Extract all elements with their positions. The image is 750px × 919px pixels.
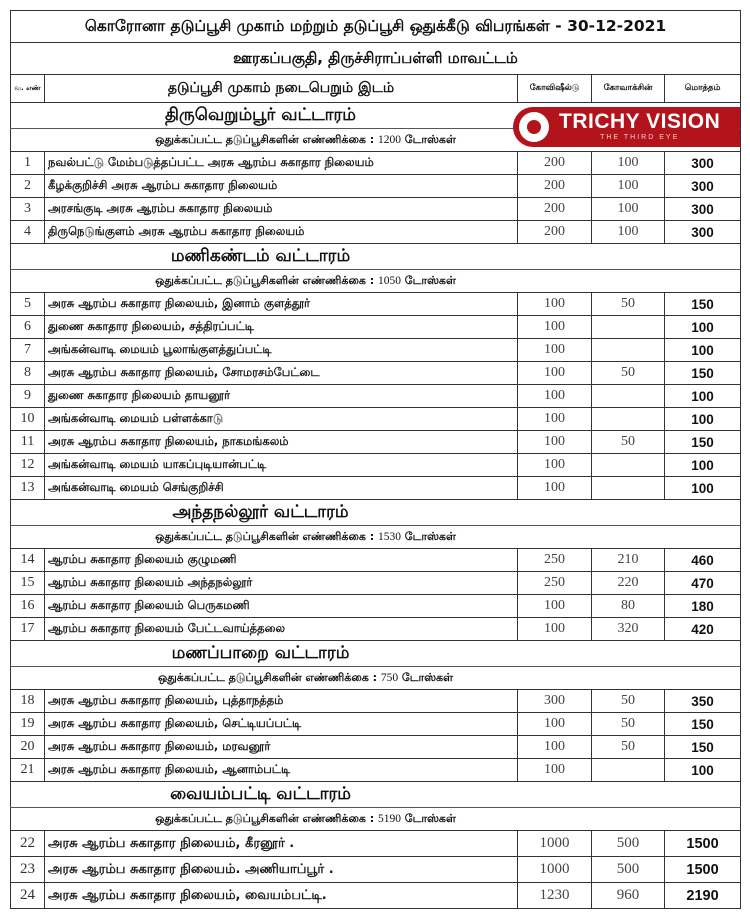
covaxin-count: 50	[592, 713, 665, 736]
watermark-brand: TRICHY VISION	[559, 110, 721, 133]
table-row	[11, 618, 741, 641]
camp-location: அரசு ஆரம்ப சுகாதார நிலையம், சோமரசம்பேட்டை	[45, 362, 518, 385]
allocated-doses-label	[11, 808, 741, 831]
camp-location: ஆரம்ப சுகாதார நிலையம் அந்தநல்லூர்	[45, 572, 518, 595]
covishield-count: 100	[518, 385, 592, 408]
serial-number: 10	[11, 408, 45, 431]
camp-location: அரசங்குடி அரசு ஆரம்ப சுகாதார நிலையம்	[45, 198, 518, 221]
covishield-count: 100	[518, 316, 592, 339]
serial-number: 12	[11, 454, 45, 477]
covaxin-count: 50	[592, 293, 665, 316]
total-count: 150	[665, 362, 741, 385]
total-count: 420	[665, 618, 741, 641]
dose-count: 1050	[377, 274, 401, 287]
dose-suffix: டோஸ்கள்	[400, 811, 456, 825]
camp-location: துணை சுகாதார நிலையம், சத்திரப்பட்டி	[45, 316, 518, 339]
covaxin-count	[592, 385, 665, 408]
table-row	[11, 198, 741, 221]
dose-suffix: டோஸ்கள்	[400, 132, 456, 146]
block-header-row	[11, 782, 741, 808]
dose-prefix: ஒதுக்கப்பட்ட தடுப்பூசிகளின் எண்ணிக்கை :	[158, 670, 381, 684]
table-row	[11, 690, 741, 713]
covaxin-count	[592, 408, 665, 431]
allocated-doses-label	[11, 526, 741, 549]
table-row	[11, 883, 741, 909]
covaxin-count: 960	[592, 883, 665, 909]
camp-location: துணை சுகாதார நிலையம் தாயனூர்	[45, 385, 518, 408]
covishield-count: 100	[518, 431, 592, 454]
camp-location: அங்கன்வாடி மையம் யாகப்புடியான்பட்டி	[45, 454, 518, 477]
table-row	[11, 477, 741, 500]
camp-location: ஆரம்ப சுகாதார நிலையம் குழுமணி	[45, 549, 518, 572]
eye-logo-icon	[519, 112, 549, 142]
serial-number: 14	[11, 549, 45, 572]
serial-number: 6	[11, 316, 45, 339]
camp-location: நவல்பட்டு மேம்படுத்தப்பட்ட அரசு ஆரம்ப சுகாதார நிலையம்	[45, 152, 518, 175]
covishield-count: 200	[518, 175, 592, 198]
serial-number: 13	[11, 477, 45, 500]
covaxin-count: 50	[592, 690, 665, 713]
covishield-count: 1230	[518, 883, 592, 909]
dose-prefix: ஒதுக்கப்பட்ட தடுப்பூசிகளின் எண்ணிக்கை :	[155, 529, 378, 543]
table-row	[11, 595, 741, 618]
covishield-count: 100	[518, 713, 592, 736]
camp-location: அரசு ஆரம்ப சுகாதார நிலையம், ஆனாம்பட்டி	[45, 759, 518, 782]
serial-number: 17	[11, 618, 45, 641]
covishield-count: 250	[518, 549, 592, 572]
camp-location: அரசு ஆரம்ப சுகாதார நிலையம், இனாம் குளத்தூர்	[45, 293, 518, 316]
covishield-count: 100	[518, 293, 592, 316]
total-count: 100	[665, 759, 741, 782]
camp-location: அரசு ஆரம்ப சுகாதார நிலையம், மரவனூர்	[45, 736, 518, 759]
covaxin-count: 320	[592, 618, 665, 641]
covishield-count: 200	[518, 198, 592, 221]
covishield-count: 100	[518, 454, 592, 477]
block-name: அந்தநல்லூர் வட்டாரம்	[11, 500, 741, 526]
table-row	[11, 316, 741, 339]
covishield-count: 200	[518, 221, 592, 244]
dose-prefix: ஒதுக்கப்பட்ட தடுப்பூசிகளின் எண்ணிக்கை :	[155, 811, 378, 825]
table-row	[11, 385, 741, 408]
covaxin-count	[592, 759, 665, 782]
total-count: 100	[665, 316, 741, 339]
serial-number: 15	[11, 572, 45, 595]
dose-count: 1200	[377, 133, 401, 146]
table-row	[11, 454, 741, 477]
camp-location: திருநெடுங்குளம் அரசு ஆரம்ப சுகாதார நிலையம்	[45, 221, 518, 244]
covishield-count: 100	[518, 408, 592, 431]
trichy-vision-watermark	[513, 107, 740, 147]
covishield-count: 300	[518, 690, 592, 713]
dose-count: 5190	[377, 812, 401, 825]
covaxin-count: 500	[592, 857, 665, 883]
covaxin-count: 500	[592, 831, 665, 857]
table-row	[11, 339, 741, 362]
serial-number: 5	[11, 293, 45, 316]
covishield-count: 100	[518, 736, 592, 759]
camp-location: ஆரம்ப சுகாதார நிலையம் பெருகமணி	[45, 595, 518, 618]
serial-number: 2	[11, 175, 45, 198]
total-count: 150	[665, 713, 741, 736]
camp-location: அங்கன்வாடி மையம் பூலாங்குளத்துப்பட்டி	[45, 339, 518, 362]
covaxin-count: 100	[592, 221, 665, 244]
column-header-total: மொத்தம்	[665, 75, 741, 103]
allocated-doses-row	[11, 667, 741, 690]
serial-number: 8	[11, 362, 45, 385]
table-row	[11, 857, 741, 883]
covaxin-count	[592, 339, 665, 362]
dose-count: 750	[380, 671, 399, 684]
serial-number: 1	[11, 152, 45, 175]
table-row	[11, 362, 741, 385]
total-count: 300	[665, 175, 741, 198]
total-count: 300	[665, 152, 741, 175]
dose-suffix: டோஸ்கள்	[398, 670, 454, 684]
total-count: 100	[665, 408, 741, 431]
covaxin-count	[592, 477, 665, 500]
camp-location: அரசு ஆரம்ப சுகாதார நிலையம், புத்தாநத்தம்	[45, 690, 518, 713]
camp-location: கீழக்குறிச்சி அரசு ஆரம்ப சுகாதார நிலையம்	[45, 175, 518, 198]
total-count: 300	[665, 198, 741, 221]
total-count: 470	[665, 572, 741, 595]
covaxin-count: 100	[592, 198, 665, 221]
table-row	[11, 293, 741, 316]
serial-number: 18	[11, 690, 45, 713]
watermark-tagline: THE THIRD EYE	[600, 134, 680, 141]
total-count: 300	[665, 221, 741, 244]
total-count: 100	[665, 339, 741, 362]
total-count: 350	[665, 690, 741, 713]
camp-location: அரசு ஆரம்ப சுகாதார நிலையம், செட்டியப்பட்டி	[45, 713, 518, 736]
covaxin-count	[592, 316, 665, 339]
table-row	[11, 431, 741, 454]
covaxin-count: 100	[592, 152, 665, 175]
column-header-covaxin: கோவாக்சின்	[592, 75, 665, 103]
camp-location: அரசு ஆரம்ப சுகாதார நிலையம், வையம்பட்டி.	[45, 883, 518, 909]
camp-location: அங்கன்வாடி மையம் பள்ளக்காடு	[45, 408, 518, 431]
total-count: 180	[665, 595, 741, 618]
covishield-count: 250	[518, 572, 592, 595]
covaxin-count: 50	[592, 736, 665, 759]
covishield-count: 100	[518, 339, 592, 362]
covaxin-count: 80	[592, 595, 665, 618]
camp-location: அரசு ஆரம்ப சுகாதார நிலையம், கீரனூர் .	[45, 831, 518, 857]
covaxin-count: 100	[592, 175, 665, 198]
covishield-count: 200	[518, 152, 592, 175]
camp-location: அரசு ஆரம்ப சுகாதார நிலையம். அணியாப்பூர் .	[45, 857, 518, 883]
dose-suffix: டோஸ்கள்	[400, 529, 456, 543]
camp-location: ஆரம்ப சுகாதார நிலையம் பேட்டவாய்த்தலை	[45, 618, 518, 641]
serial-number: 22	[11, 831, 45, 857]
allocated-doses-row	[11, 526, 741, 549]
block-header-row	[11, 244, 741, 270]
table-row	[11, 152, 741, 175]
block-name: மணப்பாறை வட்டாரம்	[11, 641, 741, 667]
covishield-count: 100	[518, 618, 592, 641]
serial-number: 23	[11, 857, 45, 883]
total-count: 100	[665, 477, 741, 500]
camp-location: அங்கன்வாடி மையம் செங்குறிச்சி	[45, 477, 518, 500]
serial-number: 19	[11, 713, 45, 736]
table-row	[11, 549, 741, 572]
title-row	[11, 11, 741, 43]
serial-number: 24	[11, 883, 45, 909]
allocated-doses-label	[11, 667, 741, 690]
dose-count: 1530	[377, 530, 401, 543]
covishield-count: 100	[518, 362, 592, 385]
allocated-doses-row	[11, 808, 741, 831]
table-row	[11, 572, 741, 595]
total-count: 1500	[665, 831, 741, 857]
table-row	[11, 759, 741, 782]
dose-suffix: டோஸ்கள்	[400, 273, 456, 287]
camp-location: அரசு ஆரம்ப சுகாதார நிலையம், நாகமங்கலம்	[45, 431, 518, 454]
covishield-count: 1000	[518, 857, 592, 883]
serial-number: 21	[11, 759, 45, 782]
allocated-doses-row	[11, 270, 741, 293]
total-count: 100	[665, 454, 741, 477]
serial-number: 16	[11, 595, 45, 618]
covaxin-count: 220	[592, 572, 665, 595]
covaxin-count: 50	[592, 362, 665, 385]
covaxin-count: 50	[592, 431, 665, 454]
serial-number: 11	[11, 431, 45, 454]
document-title: கொரோனா தடுப்பூசி முகாம் மற்றும் தடுப்பூசி ஒதுக்கீடு விபரங்கள் - 30-12-2021	[11, 11, 741, 43]
table-row	[11, 831, 741, 857]
block-name: திருவெறும்பூர் வட்டாரம்	[11, 103, 741, 129]
total-count: 2190	[665, 883, 741, 909]
serial-number: 3	[11, 198, 45, 221]
document-subtitle: ஊரகப்பகுதி, திருச்சிராப்பள்ளி மாவட்டம்	[11, 43, 741, 75]
covaxin-count: 210	[592, 549, 665, 572]
total-count: 1500	[665, 857, 741, 883]
column-header-row	[11, 75, 741, 103]
table-row	[11, 175, 741, 198]
covaxin-count	[592, 454, 665, 477]
total-count: 100	[665, 385, 741, 408]
table-row	[11, 736, 741, 759]
total-count: 150	[665, 293, 741, 316]
subtitle-row	[11, 43, 741, 75]
dose-prefix: ஒதுக்கப்பட்ட தடுப்பூசிகளின் எண்ணிக்கை :	[155, 132, 378, 146]
block-header-row	[11, 641, 741, 667]
table-row	[11, 221, 741, 244]
covishield-count: 100	[518, 477, 592, 500]
table-row	[11, 713, 741, 736]
total-count: 460	[665, 549, 741, 572]
block-name: வையம்பட்டி வட்டாரம்	[11, 782, 741, 808]
allocated-doses-label	[11, 270, 741, 293]
column-header-location: தடுப்பூசி முகாம் நடைபெறும் இடம்	[45, 75, 518, 103]
serial-number: 20	[11, 736, 45, 759]
block-name: மணிகண்டம் வட்டாரம்	[11, 244, 741, 270]
serial-number: 4	[11, 221, 45, 244]
covishield-count: 1000	[518, 831, 592, 857]
dose-prefix: ஒதுக்கப்பட்ட தடுப்பூசிகளின் எண்ணிக்கை :	[155, 273, 378, 287]
serial-number: 7	[11, 339, 45, 362]
total-count: 150	[665, 736, 741, 759]
covishield-count: 100	[518, 595, 592, 618]
covishield-count: 100	[518, 759, 592, 782]
serial-number: 9	[11, 385, 45, 408]
column-header-serial: வ. எண்	[11, 75, 45, 103]
column-header-covishield: கோவிஷீல்டு	[518, 75, 592, 103]
table-row	[11, 408, 741, 431]
total-count: 150	[665, 431, 741, 454]
block-header-row	[11, 500, 741, 526]
